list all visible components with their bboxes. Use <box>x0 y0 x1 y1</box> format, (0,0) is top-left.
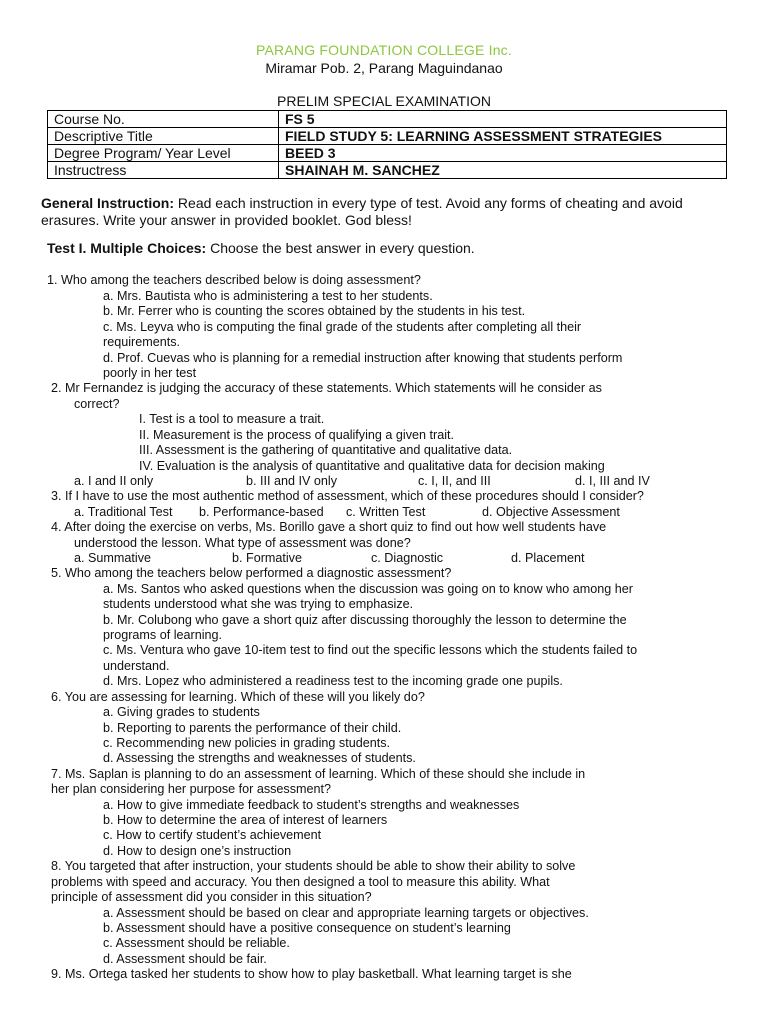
question-line: 2. Mr Fernandez is judging the accuracy of these statements. Which statements will he consider as <box>51 381 602 395</box>
exam-title: PRELIM SPECIAL EXAMINATION <box>277 93 491 109</box>
question-line: a. Assessment should be based on clear and appropriate learning targets or objectives. <box>103 906 589 920</box>
question-line: c. Ms. Leyva who is computing the final grade of the students after completing all their <box>103 320 582 334</box>
question-line: poorly in her test <box>103 366 197 380</box>
choice: a. I and II only <box>74 474 154 488</box>
table-row <box>48 145 727 162</box>
degree-program-value: BEED 3 <box>279 145 727 162</box>
question-line: 7. Ms. Saplan is planning to do an assessment of learning. Which of these should she include in <box>51 767 586 781</box>
question-line: understand. <box>103 659 170 673</box>
table-row <box>48 111 727 128</box>
question-line: II. Measurement is the process of qualifying a given trait. <box>139 428 454 442</box>
question-line: d. How to design one’s instruction <box>103 844 292 858</box>
question-line: a. How to give immediate feedback to student’s strengths and weaknesses <box>103 798 520 812</box>
course-info-table <box>47 110 727 179</box>
question-line: IV. Evaluation is the analysis of quantitative and qualitative data for decision making <box>139 459 605 473</box>
question-line: students understood what she was trying to emphasize. <box>103 597 414 611</box>
question-line: 6. You are assessing for learning. Which of these will you likely do? <box>51 690 425 704</box>
question-line: her plan considering her purpose for assessment? <box>51 782 332 796</box>
question-line: 8. You targeted that after instruction, your students should be able to show their ability to solve <box>51 859 576 873</box>
question-line: 1. Who among the teachers described below is doing assessment? <box>47 273 421 287</box>
question-line: d. Mrs. Lopez who administered a readiness test to the incoming grade one pupils. <box>103 674 563 688</box>
question-line: 5. Who among the teachers below performed a diagnostic assessment? <box>51 566 452 580</box>
choice: b. Performance-based <box>199 505 324 519</box>
question-line: b. Mr. Colubong who gave a short quiz after discussing thoroughly the lesson to determine the <box>103 613 627 627</box>
question-line: principle of assessment did you consider in this situation? <box>51 890 372 904</box>
question-line: a. Ms. Santos who asked questions when the discussion was going on to know who among her <box>103 582 633 596</box>
descriptive-title-value: FIELD STUDY 5: LEARNING ASSESSMENT STRATEGIES <box>279 128 727 145</box>
question-line: c. Assessment should be reliable. <box>103 936 290 950</box>
question-line: d. Prof. Cuevas who is planning for a remedial instruction after knowing that students perform <box>103 351 623 365</box>
question-line: c. How to certify student’s achievement <box>103 828 322 842</box>
descriptive-title-label: Descriptive Title <box>48 128 279 145</box>
test-1-heading <box>47 240 475 256</box>
question-line: correct? <box>74 397 120 411</box>
table-row <box>48 162 727 179</box>
question-line: d. Assessment should be fair. <box>103 952 267 966</box>
course-no-label: Course No. <box>48 111 279 128</box>
question-line: requirements. <box>103 335 180 349</box>
question-line: b. Assessment should have a positive consequence on student’s learning <box>103 921 511 935</box>
choice: a. Summative <box>74 551 151 565</box>
test-1-label: Test I. Multiple Choices: <box>47 240 207 256</box>
question-line: b. Mr. Ferrer who is counting the scores obtained by the students in his test. <box>103 304 526 318</box>
question-line: b. How to determine the area of interest of learners <box>103 813 388 827</box>
choice: c. Written Test <box>346 505 426 519</box>
question-line: 4. After doing the exercise on verbs, Ms. Borillo gave a short quiz to find out how well students have <box>51 520 607 534</box>
choice: c. Diagnostic <box>371 551 444 565</box>
choice: d. I, III and IV <box>575 474 650 488</box>
question-line: c. Recommending new policies in grading students. <box>103 736 391 750</box>
degree-program-label: Degree Program/ Year Level <box>48 145 279 162</box>
test-1-text: Choose the best answer in every question. <box>210 240 475 256</box>
question-line: c. Ms. Ventura who gave 10-item test to find out the specific lessons which the students failed to <box>103 643 638 657</box>
question-line: b. Reporting to parents the performance of their child. <box>103 721 402 735</box>
general-instruction <box>41 195 731 229</box>
choice: b. Formative <box>232 551 302 565</box>
question-line: problems with speed and accuracy. You then designed a tool to measure this ability. What <box>51 875 550 889</box>
choice: b. III and IV only <box>246 474 338 488</box>
question-line: I. Test is a tool to measure a trait. <box>139 412 325 426</box>
question-line: a. Mrs. Bautista who is administering a test to her students. <box>103 289 433 303</box>
table-row <box>48 128 727 145</box>
instructress-value: SHAINAH M. SANCHEZ <box>279 162 727 179</box>
college-address: Miramar Pob. 2, Parang Maguindanao <box>265 60 503 76</box>
choice: a. Traditional Test <box>74 505 173 519</box>
instructress-label: Instructress <box>48 162 279 179</box>
choice: d. Objective Assessment <box>482 505 620 519</box>
question-line: programs of learning. <box>103 628 223 642</box>
question-line: d. Assessing the strengths and weaknesses of students. <box>103 751 416 765</box>
choice: c. I, II, and III <box>418 474 491 488</box>
general-instruction-label: General Instruction: <box>41 195 175 211</box>
question-line: understood the lesson. What type of assessment was done? <box>74 536 411 550</box>
general-instruction-text: Read each instruction in every type of test. Avoid any forms of cheating and avoid erasures. Write your answer in provided booklet. God bless! <box>41 195 683 228</box>
choice: d. Placement <box>511 551 585 565</box>
course-no-value: FS 5 <box>279 111 727 128</box>
question-line: a. Giving grades to students <box>103 705 260 719</box>
question-line: III. Assessment is the gathering of quantitative and qualitative data. <box>139 443 513 457</box>
question-line: 9. Ms. Ortega tasked her students to show how to play basketball. What learning target is she <box>51 967 572 981</box>
question-line: 3. If I have to use the most authentic method of assessment, which of these procedures should I consider? <box>51 489 644 503</box>
college-name: PARANG FOUNDATION COLLEGE Inc. <box>256 42 512 58</box>
